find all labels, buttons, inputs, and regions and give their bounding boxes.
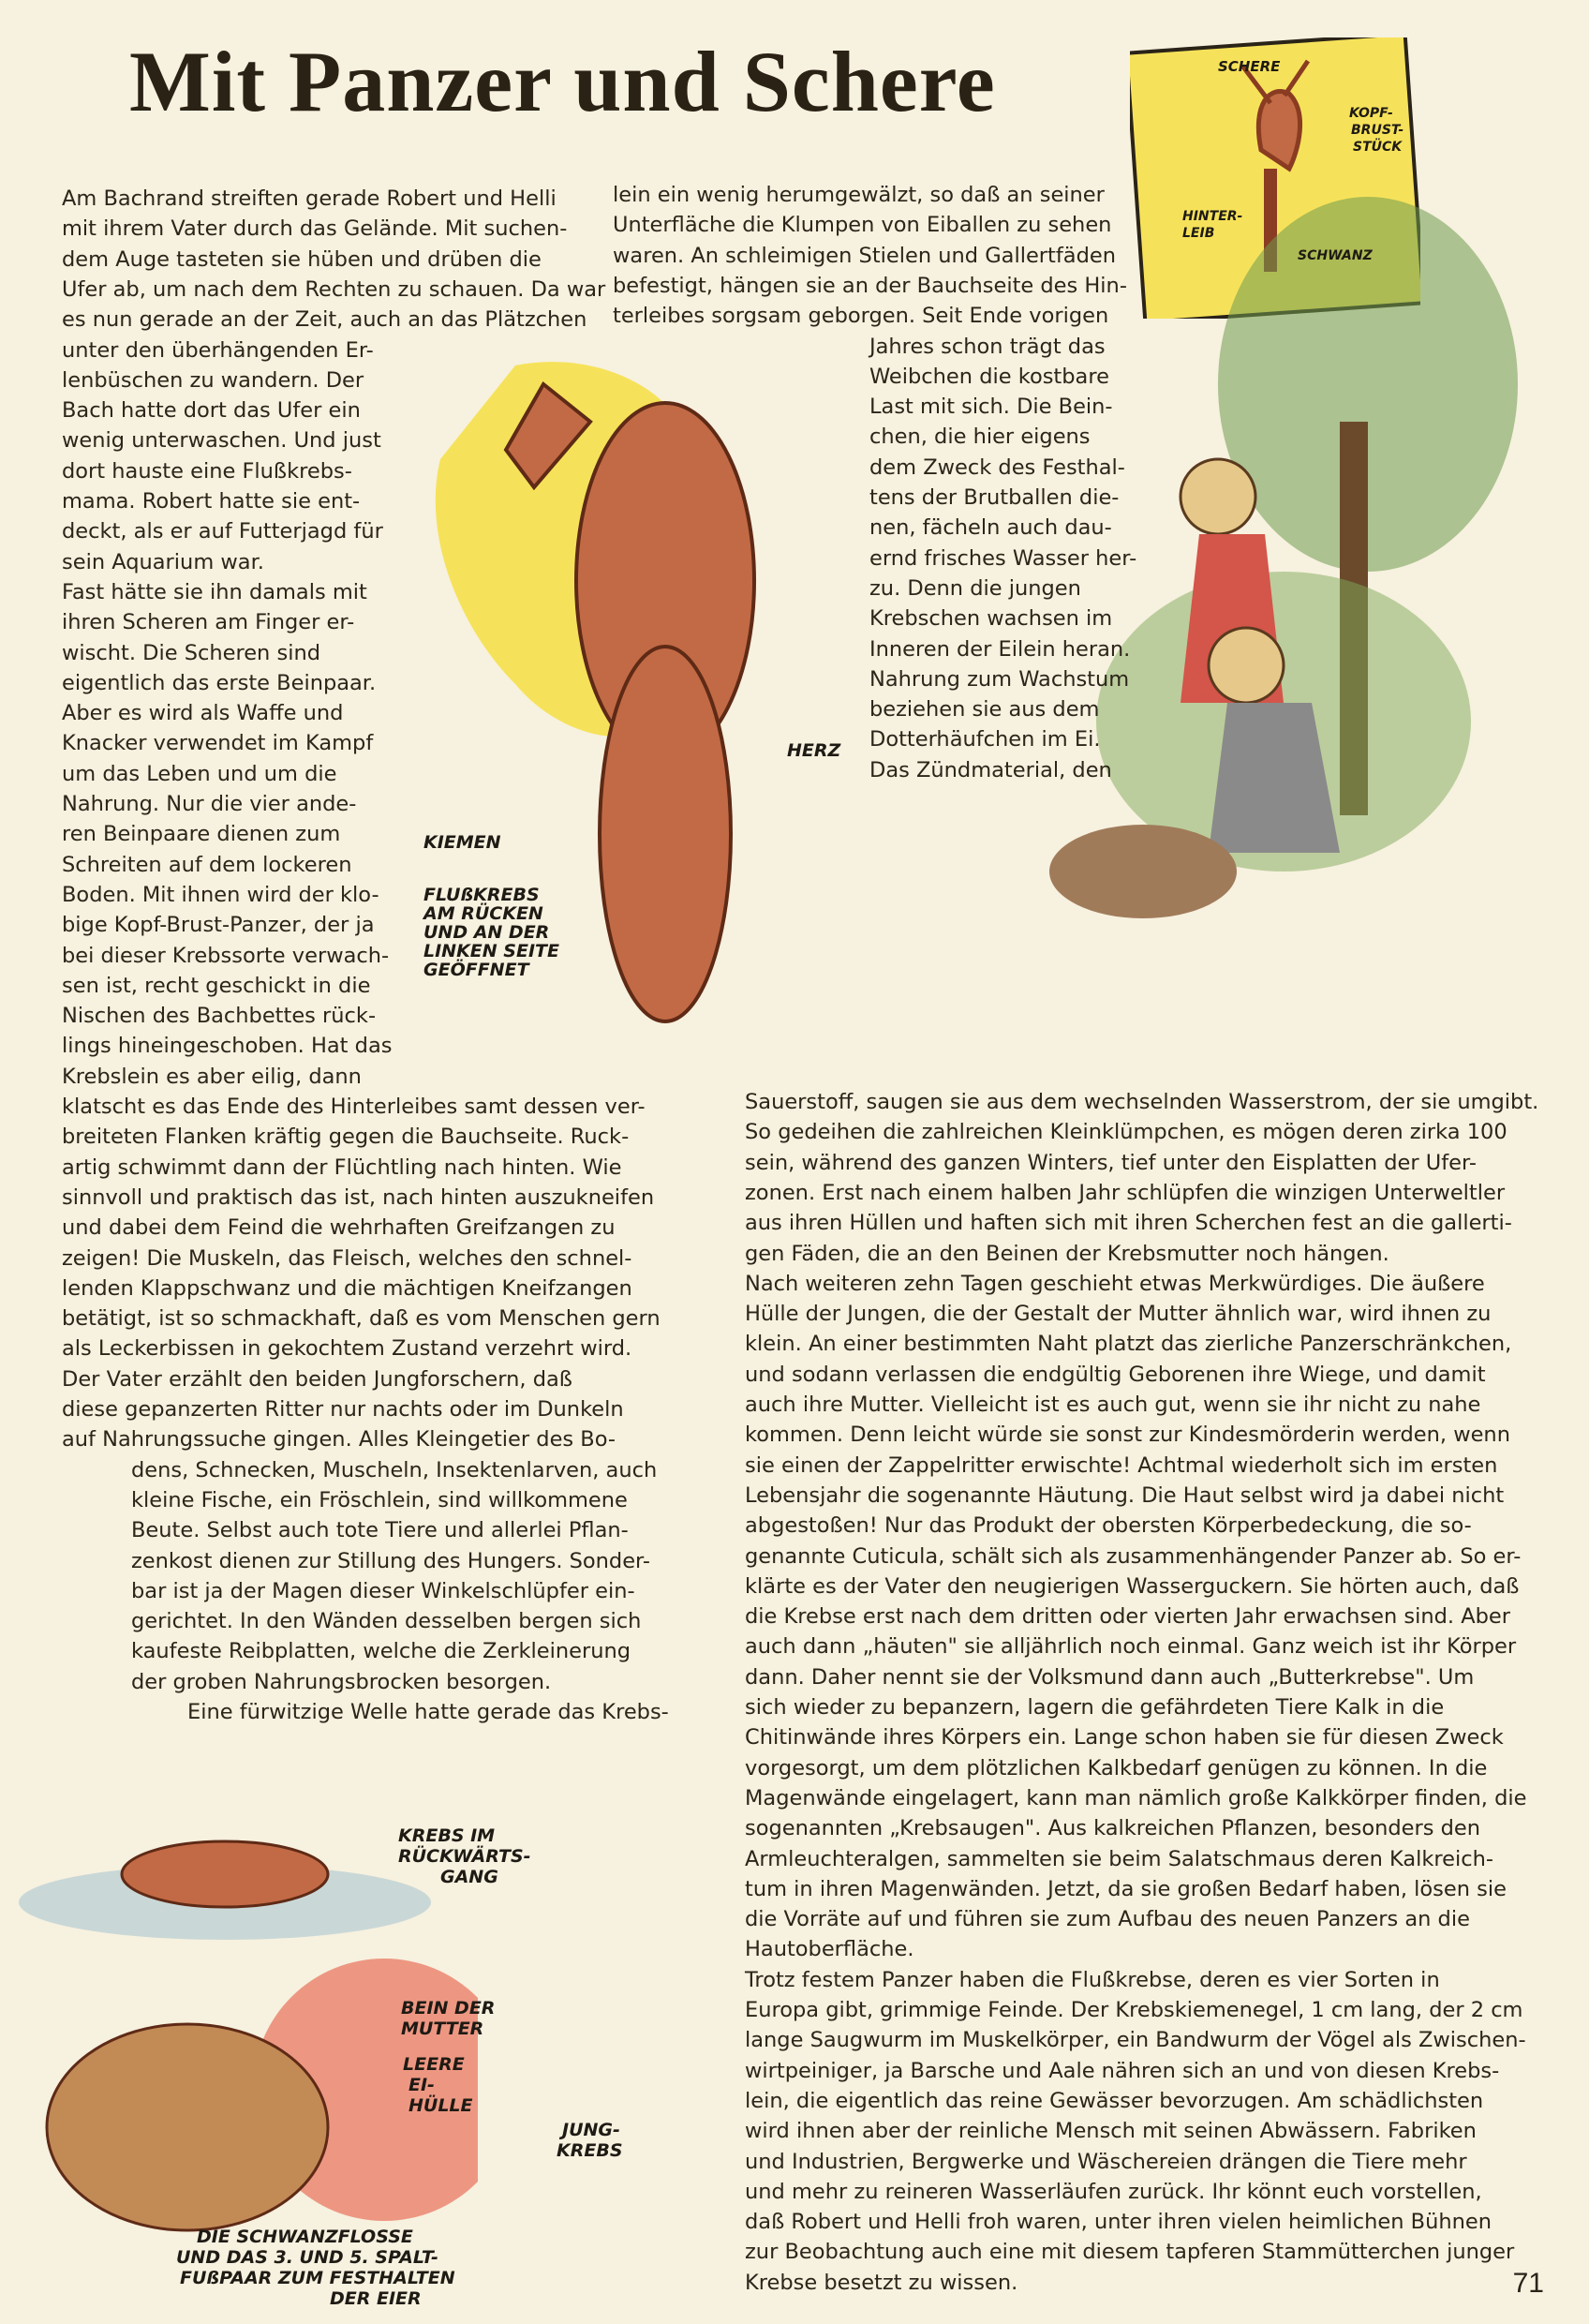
text-line: wird ihnen aber der reinliche Mensch mit seinen Abwässern. Fabriken xyxy=(745,2119,1477,2144)
text-line: So gedeihen die zahlreichen Kleinklümpchen, es mögen deren zirka 100 xyxy=(745,1120,1507,1145)
text-line: bar ist ja der Magen dieser Winkelschlüpfer ein- xyxy=(131,1578,635,1603)
text-line: Krebse besetzt zu wissen. xyxy=(745,2270,1018,2295)
text-line: Beute. Selbst auch tote Tiere und allerlei Pflan- xyxy=(131,1518,629,1543)
page-number: 71 xyxy=(1512,2268,1544,2299)
text-line: auf Nahrungssuche gingen. Alles Kleingetier des Bo- xyxy=(62,1427,616,1452)
text-line: dens, Schnecken, Muscheln, Insektenlarven, auch xyxy=(131,1457,658,1482)
text-line: gen Fäden, die an den Beinen der Krebsmutter noch hängen. xyxy=(745,1241,1389,1266)
text-line: Krebschen wachsen im xyxy=(869,606,1113,632)
label-kopf-3: STÜCK xyxy=(1353,140,1403,155)
label-rueckwaerts-2: RÜCKWÄRTS- xyxy=(398,1846,531,1867)
text-line: Bach hatte dort das Ufer ein xyxy=(62,398,361,424)
text-line: als Leckerbissen in gekochtem Zustand verzehrt wird. xyxy=(62,1336,632,1362)
text-line: der groben Nahrungsbrocken besorgen. xyxy=(131,1669,552,1694)
text-line: zur Beobachtung auch eine mit diesem tapferen Stammütterchen junger xyxy=(745,2240,1515,2265)
text-line: sogenannten „Krebsaugen". Aus kalkreichen Pflanzen, besonders den xyxy=(745,1816,1481,1841)
text-line: und Industrien, Bergwerke und Wäschereien drängen die Tiere mehr xyxy=(745,2149,1467,2174)
text-line: Das Zündmaterial, den xyxy=(869,757,1112,782)
label-kiemen: KIEMEN xyxy=(423,832,501,853)
text-line: daß Robert und Helli froh waren, unter ihren vielen heimlichen Bühnen xyxy=(745,2210,1492,2235)
text-line: lange Saugwurm im Muskelkörper, ein Bandwurm der Vögel als Zwischen- xyxy=(745,2028,1526,2053)
text-line: Nach weiteren zehn Tagen geschieht etwas Merkwürdiges. Die äußere xyxy=(745,1271,1485,1296)
text-line: zu. Denn die jungen xyxy=(869,575,1081,601)
text-line: ihren Scheren am Finger er- xyxy=(62,610,355,635)
text-line: beziehen sie aus dem xyxy=(869,697,1100,723)
text-line: auch ihre Mutter. Vielleicht ist es auch gut, wenn sie ihr nicht zu nahe xyxy=(745,1393,1481,1417)
text-line: waren. An schleimigen Stielen und Gallertfäden xyxy=(613,243,1116,268)
text-line: sich wieder zu bepanzern, lagern die gefährdeten Tiere Kalk in die xyxy=(745,1695,1445,1720)
text-line: klärte es der Vater den neugierigen Wasserguckern. Sie hörten auch, daß xyxy=(745,1573,1520,1599)
text-line: bei dieser Krebssorte verwach- xyxy=(62,943,390,968)
text-line: Am Bachrand streiften gerade Robert und Helli xyxy=(62,186,557,211)
text-line: es nun gerade an der Zeit, auch an das Plätzchen xyxy=(62,307,587,333)
text-line: unter den überhängenden Er- xyxy=(62,337,374,363)
label-flusskrebs-2: AM RÜCKEN xyxy=(423,903,543,924)
text-line: sein Aquarium war. xyxy=(62,549,264,574)
label-flusskrebs-3: UND AN DER xyxy=(423,922,550,943)
text-line: lein ein wenig herumgewälzt, so daß an seiner xyxy=(613,183,1105,207)
text-line: und mehr zu reineren Wasserläufen zurück. Ihr könnt euch vorstellen, xyxy=(745,2179,1482,2204)
text-line: lenbüschen zu wandern. Der xyxy=(62,367,364,393)
text-line: wirtpeiniger, ja Barsche und Aale nähren sich an und von diesen Krebs- xyxy=(745,2058,1500,2083)
text-line: Magenwände eingelagert, kann man nämlich große Kalkkörper finden, die xyxy=(745,1785,1527,1810)
label-leere-huelle-1: LEERE xyxy=(403,2054,465,2075)
text-line: Last mit sich. Die Bein- xyxy=(869,395,1113,420)
text-line: deckt, als er auf Futterjagd für xyxy=(62,519,383,544)
text-line: genannte Cuticula, schält sich als zusammenhängender Panzer ab. So er- xyxy=(745,1543,1522,1569)
text-line: Ufer ab, um nach dem Rechten zu schauen. Da war xyxy=(62,276,606,302)
text-line: kaufeste Reibplatten, welche die Zerkleinerung xyxy=(131,1639,631,1664)
label-schwanzflosse-3: FUßPAAR ZUM FESTHALTEN xyxy=(180,2268,455,2288)
text-line: klein. An einer bestimmten Naht platzt das zierliche Panzerschränkchen, xyxy=(745,1332,1512,1357)
text-line: klatscht es das Ende des Hinterleibes samt dessen ver- xyxy=(62,1095,646,1119)
text-line: artig schwimmt dann der Flüchtling nach hinten. Wie xyxy=(62,1155,622,1180)
text-line: kommen. Denn leicht würde sie sonst zur Kindesmörderin werden, wenn xyxy=(745,1423,1510,1448)
text-line: kleine Fische, ein Fröschlein, sind willkommene xyxy=(131,1487,628,1512)
text-line: mit ihrem Vater durch das Gelände. Mit suchen- xyxy=(62,216,568,242)
text-line: Fast hätte sie ihn damals mit xyxy=(62,579,367,604)
text-line: befestigt, hängen sie an der Bauchseite des Hin- xyxy=(613,273,1127,298)
text-line: Nahrung. Nur die vier ande- xyxy=(62,792,357,816)
text-line: ren Beinpaare dienen zum xyxy=(62,822,341,847)
label-bein-mutter-2: MUTTER xyxy=(401,2019,484,2039)
text-line: sein, während des ganzen Winters, tief unter den Eisplatten der Ufer- xyxy=(745,1150,1477,1175)
text-line: dem Auge tasteten sie hüben und drüben die xyxy=(62,246,542,272)
label-kopf-1: KOPF- xyxy=(1349,106,1393,121)
label-leere-huelle-3: HÜLLE xyxy=(408,2095,473,2116)
label-flusskrebs-4: LINKEN SEITE xyxy=(423,941,559,961)
text-line: Aber es wird als Waffe und xyxy=(62,701,344,726)
text-line: eigentlich das erste Beinpaar. xyxy=(62,670,377,695)
text-line: sinnvoll und praktisch das ist, nach hinten auszukneifen xyxy=(62,1184,655,1210)
text-line: die Krebse erst nach dem dritten oder vierten Jahr erwachsen sind. Aber xyxy=(745,1604,1510,1630)
text-line: lenden Klappschwanz und die mächtigen Kneifzangen xyxy=(62,1275,632,1301)
label-schwanz: SCHWANZ xyxy=(1298,248,1373,263)
text-line: Krebslein es aber eilig, dann xyxy=(62,1064,362,1089)
text-line: nen, fächeln auch dau- xyxy=(869,515,1112,541)
text-line: tens der Brutballen die- xyxy=(869,485,1120,510)
text-line: auch dann „häuten" sie alljährlich noch einmal. Ganz weich ist ihr Körper xyxy=(745,1634,1517,1660)
text-line: Hülle der Jungen, die der Gestalt der Mutter ähnlich war, wird ihnen zu xyxy=(745,1302,1492,1327)
text-line: mama. Robert hatte sie ent- xyxy=(62,489,361,514)
text-line: sen ist, recht geschickt in die xyxy=(62,973,371,998)
text-line: Chitinwände ihres Körpers ein. Lange schon haben sie für diesen Zweck xyxy=(745,1725,1504,1750)
text-line: Schreiten auf dem lockeren xyxy=(62,852,352,877)
label-schwanzflosse-2: UND DAS 3. UND 5. SPALT- xyxy=(176,2247,438,2268)
text-line: Armleuchteralgen, sammelten sie beim Salatschmaus deren Kalkreich- xyxy=(745,1846,1494,1871)
text-line: und dabei dem Feind die wehrhaften Greifzangen zu xyxy=(62,1215,616,1241)
page-title: Mit Panzer und Schere xyxy=(129,34,996,129)
label-flusskrebs-1: FLUßKREBS xyxy=(423,885,540,905)
label-flusskrebs-5: GEÖFFNET xyxy=(423,960,529,980)
text-line: Dotterhäufchen im Ei. xyxy=(869,727,1101,752)
text-line: Eine fürwitzige Welle hatte gerade das Krebs- xyxy=(187,1700,669,1724)
text-line: Hautoberfläche. xyxy=(745,1937,914,1962)
label-schwanzflosse-4: DER EIER xyxy=(330,2288,422,2309)
text-line: Europa gibt, grimmige Feinde. Der Krebskiemenegel, 1 cm lang, der 2 cm xyxy=(745,1998,1523,2022)
text-line: vorgesorgt, um dem plötzlichen Kalkbedarf genügen zu können. In die xyxy=(745,1755,1488,1780)
text-line: dort hauste eine Flußkrebs- xyxy=(62,458,352,484)
label-bein-mutter-1: BEIN DER xyxy=(401,1998,496,2019)
text-line: die Vorräte auf und führen sie zum Aufbau des neuen Panzers an die xyxy=(745,1907,1470,1932)
text-line: zonen. Erst nach einem halben Jahr schlüpfen die winzigen Unterweltler xyxy=(745,1180,1506,1205)
label-schwanzflosse-1: DIE SCHWANZFLOSSE xyxy=(197,2227,413,2247)
text-line: sie einen der Zappelritter erwischte! Achtmal wiederholt sich im ersten xyxy=(745,1452,1498,1478)
text-line: aus ihren Hüllen und haften sich mit ihren Scherchen fest an die gallerti- xyxy=(745,1211,1512,1236)
text-line: Der Vater erzählt den beiden Jungforschern, daß xyxy=(62,1366,572,1392)
label-herz: HERZ xyxy=(787,740,841,761)
text-line: Inneren der Eilein heran. xyxy=(869,636,1131,662)
text-line: ernd frisches Wasser her- xyxy=(869,545,1137,571)
text-line: wenig unterwaschen. Und just xyxy=(62,428,381,454)
text-line: um das Leben und um die xyxy=(62,761,337,786)
text-line: Weibchen die kostbare xyxy=(869,364,1109,389)
text-line: chen, die hier eigens xyxy=(869,425,1091,450)
text-line: wischt. Die Scheren sind xyxy=(62,640,320,665)
text-line: dem Zweck des Festhal- xyxy=(869,454,1125,480)
label-leere-huelle-2: EI- xyxy=(408,2075,435,2095)
text-line: zeigen! Die Muskeln, das Fleisch, welches den schnel- xyxy=(62,1245,632,1271)
text-line: Trotz festem Panzer haben die Flußkrebse, deren es vier Sorten in xyxy=(745,1967,1440,1992)
text-line: lein, die eigentlich das reine Gewässer bevorzugen. Am schädlichsten xyxy=(745,2088,1484,2113)
text-line: Nischen des Bachbettes rück- xyxy=(62,1004,377,1029)
label-hinterleib-2: LEIB xyxy=(1182,226,1215,241)
text-line: terleibes sorgsam geborgen. Seit Ende vorigen xyxy=(613,304,1109,329)
text-line: betätigt, ist so schmackhaft, daß es vom Menschen gern xyxy=(62,1306,661,1332)
label-hinterleib-1: HINTER- xyxy=(1182,209,1243,224)
label-schere: SCHERE xyxy=(1218,58,1281,75)
label-jungkrebs-1: JUNG- xyxy=(562,2120,620,2140)
text-line: Sauerstoff, saugen sie aus dem wechselnden Wasserstrom, der sie umgibt. xyxy=(745,1090,1539,1114)
text-line: und sodann verlassen die endgültig Geborenen ihre Wiege, und damit xyxy=(745,1362,1486,1387)
text-line: Nahrung zum Wachstum xyxy=(869,666,1130,692)
text-line: abgestoßen! Nur das Produkt der obersten Körperbedeckung, die so- xyxy=(745,1513,1472,1539)
text-line: bige Kopf-Brust-Panzer, der ja xyxy=(62,913,375,938)
text-line: Boden. Mit ihnen wird der klo- xyxy=(62,882,379,907)
label-kopf-2: BRUST- xyxy=(1351,123,1404,138)
text-line: breiteten Flanken kräftig gegen die Bauchseite. Ruck- xyxy=(62,1125,630,1150)
text-line: Unterfläche die Klumpen von Eiballen zu sehen xyxy=(613,213,1112,238)
text-line: gerichtet. In den Wänden desselben bergen sich xyxy=(131,1609,642,1634)
text-line: Lebensjahr die sogenannte Häutung. Die Haut selbst wird ja dabei nicht xyxy=(745,1482,1505,1508)
label-rueckwaerts-1: KREBS IM xyxy=(398,1825,496,1846)
text-line: Knacker verwendet im Kampf xyxy=(62,731,374,756)
text-line: lings hineingeschoben. Hat das xyxy=(62,1034,393,1059)
label-jungkrebs-2: KREBS xyxy=(557,2140,623,2161)
text-line: Jahres schon trägt das xyxy=(869,334,1106,359)
text-line: zenkost dienen zur Stillung des Hungers. Sonder- xyxy=(131,1548,650,1573)
text-line: diese gepanzerten Ritter nur nachts oder im Dunkeln xyxy=(62,1397,624,1422)
label-rueckwaerts-3: GANG xyxy=(440,1867,498,1887)
text-line: tum in ihren Magenwänden. Jetzt, da sie großen Bedarf haben, lösen sie xyxy=(745,1876,1507,1901)
text-line: dann. Daher nennt sie der Volksmund dann auch „Butterkrebse". Um xyxy=(745,1664,1475,1690)
